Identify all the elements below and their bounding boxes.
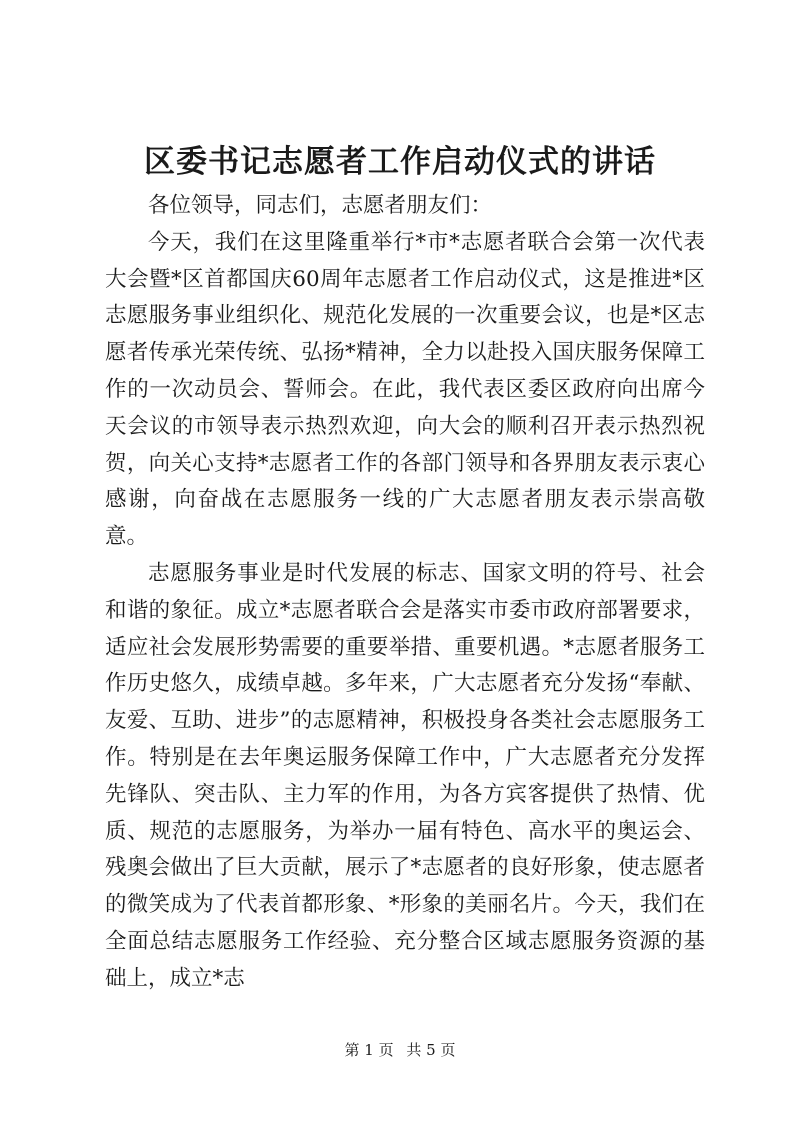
page-total: 共 5 页 (406, 1041, 456, 1059)
document-title: 区委书记志愿者工作启动仪式的讲话 (144, 144, 656, 180)
paragraph-1: 今天，我们在这里隆重举行*市*志愿者联合会第一次代表大会暨*区首都国庆60周年志愿者工作启动仪式，这是推进*区志愿服务事业组织化、规范化发展的一次重要会议，也是*区志愿者传承光荣传统、弘扬*精神，全力以赴投入国庆服务保障工作的一次动员会、誓师会。在此，我代表区委区政府向出席今天会议的市领导表示热烈欢迎，向大会的顺利召开表示热烈祝贺，向关心支持*志愿者工作的各部门领导和各界朋友表示衷心感谢，向奋战在志愿服务一线的广大志愿者朋友表示崇高敬意。 (105, 229, 705, 550)
salutation: 各位领导，同志们，志愿者朋友们： (148, 193, 493, 218)
page-footer (0, 1040, 800, 1060)
document-body (105, 188, 705, 998)
paragraph-2: 志愿服务事业是时代发展的标志、国家文明的符号、社会和谐的象征。成立*志愿者联合会是落实市委市政府部署要求，适应社会发展形势需要的重要举措、重要机遇。*志愿者服务工作历史悠久，成绩卓越。多年来，广大志愿者充分发扬“奉献、友爱、互助、进步”的志愿精神，积极投身各类社会志愿服务工作。特别是在去年奥运服务保障工作中，广大志愿者充分发挥先锋队、突击队、主力军的作用，为各方宾客提供了热情、优质、规范的志愿服务，为举办一届有特色、高水平的奥运会、残奥会做出了巨大贡献，展示了*志愿者的良好形象，使志愿者的微笑成为了代表首都形象、*形象的美丽名片。今天，我们在全面总结志愿服务工作经验、充分整合区域志愿服务资源的基础上，成立*志 (105, 560, 705, 991)
page-number: 第 1 页 (344, 1041, 394, 1059)
